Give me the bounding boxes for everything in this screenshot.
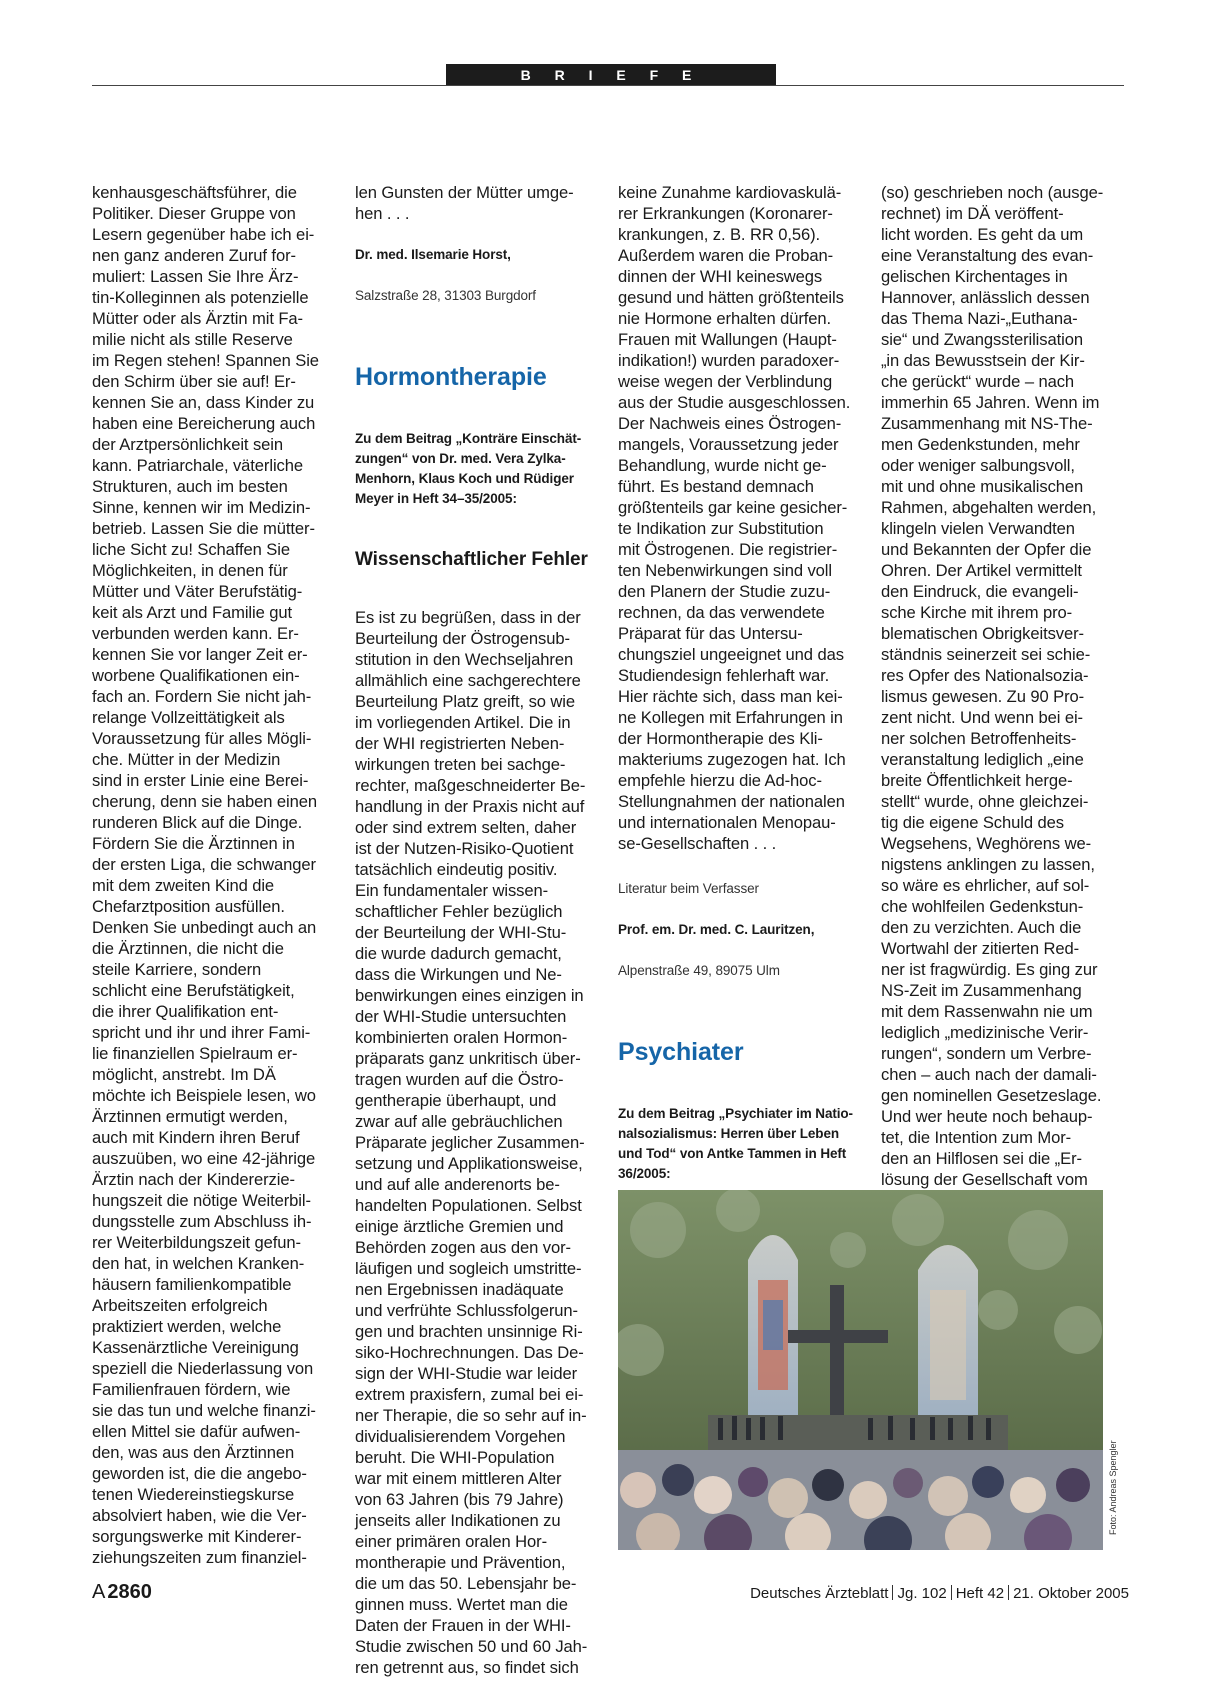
divider	[892, 1585, 893, 1600]
journal-volume: Jg. 102	[897, 1585, 947, 1602]
column-2	[355, 161, 607, 1699]
article-reference: Zu dem Beitrag „Psychiater im Natio- nalsozialismus: Herren über Leben und Tod“ von Antke Tammen in Heft 36/2005:	[618, 1106, 853, 1181]
article-reference: Zu dem Beitrag „Konträre Einschät- zungen“ von Dr. med. Vera Zylka- Menhorn, Klaus Koch und Rüdiger Meyer in Heft 34–35/2005:	[355, 431, 582, 506]
journal-issue: Heft 42	[955, 1585, 1005, 1602]
letter-body: kenhausgeschäftsführer, die Politiker. Dieser Gruppe von Lesern gegenüber habe ich ei- nen ganz anderen Zuruf for- muliert: Lassen Sie Ihre Ärz- tin-Kolleginnen als potenzielle Mütter oder als Ärztin mit Fa- milie nicht als stille Reserve im Regen stehen! Spannen Sie den Schirm über sie auf! Er- kennen Sie an, dass Kinder zu haben eine Bereicherung auch der Arztpersönlichkeit sein kann. Patriarchale, väterliche Strukturen, auch im besten Sinne, kennen wir im Medizin- betrieb. Lassen Sie die mütter- liche Sicht zu! Schaffen Sie Möglichkeiten, in denen für Mütter und Väter Berufstätig- keit als Arzt und Familie gut verbunden werden kann. Er- kennen Sie vor langer Zeit er- worbene Qualifikationen ein- fach an. Fordern Sie nicht jah- relange Vollzeittätigkeit als Voraussetzung für alles Mögli- che. Mütter in der Medizin sind in erster Linie eine Berei- cherung, denn sie haben einen runderen Blick auf die Dinge. Fördern Sie die Ärztinnen in der ersten Liga, die schwanger mit dem zweiten Kind die Chefarztposition ausfüllen. Denken Sie unbedingt auch an die Ärztinnen, die nicht die steile Karriere, sondern schlicht eine Berufstätigkeit, die ihrer Qualifikation ent- spricht und ihr und ihrer Fami- lie finanziellen Spielraum er- möglicht, anstrebt. Im DÄ möchte ich Beispiele lesen, wo Ärztinnen ermutigt werden, auch mit Kindern ihren Beruf auszuüben, wo eine 42-jährige Ärztin nach der Kindererzie- hungszeit die nötige Weiterbil- dungsstelle zum Abschluss ih- rer Weiterbildungszeit gefun- den hat, in welchen Kranken- häusern familienkompatible Arbeitszeiten erfolgreich praktiziert werden, welche Kassenärztliche Vereinigung speziell die Niederlassung von Familienfrauen fördern, wie sie das tun und welche finanzi- ellen Mittel sie dafür aufwen- den, was aus den Ärztinnen geworden ist, die die angebo- tenen Wiedereinstiegskurse absolviert haben, wie die Ver- sorgungswerke mit Kinderer- ziehungszeiten zum finanziel-	[92, 183, 319, 1567]
letter-body: Es ist zu begrüßen, dass in der Beurteilung der Östrogensub- stitution in den Wechseljahren allmählich eine sachgerechtere Beurteilung Platz greift, so wie im vorliegenden Artikel. Die in der WHI registrierten Neben- wirkungen treten bei sachge- rechter, maßgeschneiderter Be- handlung in der Praxis nicht auf oder sind extrem selten, daher ist der Nutzen-Risiko-Quotient tatsächlich eindeutig positiv. Ein fundamentaler wissen- schaftlicher Fehler bezüglich der Beurteilung der WHI-Stu- die wurde dadurch gemacht, dass die Wirkungen und Ne- benwirkungen eines einzigen in der WHI-Studie untersuchten kombinierten oralen Hormon- präparats ganz unkritisch über- tragen wurden auf die Östro- gentherapie überhaupt, und zwar auf alle gebräuchlichen Präparate jeglicher Zusammen- setzung und Applikationsweise, und auf alle anderenorts be- handelten Populationen. Selbst einige ärztliche Gremien und Behörden zogen aus den vor- läufigen und sogleich umstritte- nen Ergebnissen inadäquate und verfrühte Schlussfolgerun- gen und brachten unsinnige Ri- siko-Hochrechnungen. Das De- sign der WHI-Studie war leider extrem praxisfern, zumal bei ei- ner Therapie, die so sehr auf in- dividualisierendem Vorgehen beruht. Die WHI-Population war mit einem mittleren Alter von 63 Jahren (bis 79 Jahre) jenseits aller Indikationen zu einer primären oralen Hor- montherapie und Prävention, die um das 50. Lebensjahr be- ginnen muss. Wertet man die Daten der Frauen in der WHI- Studie zwischen 50 und 60 Jah- ren getrennt aus, so findet sich	[355, 608, 588, 1677]
photo-illustration	[618, 1190, 1103, 1550]
divider	[951, 1585, 952, 1600]
literature-note: Literatur beim Verfasser	[618, 881, 759, 896]
topic-heading: Hormontherapie	[355, 363, 547, 391]
author-name: Dr. med. Ilsemarie Horst,	[355, 247, 511, 262]
letter-headline: Wissenschaftlicher Fehler	[355, 549, 588, 570]
divider	[1008, 1585, 1009, 1600]
column-1	[92, 161, 344, 1589]
letter-body: (so) geschrieben noch (ausge- rechnet) im DÄ veröffent- licht worden. Es geht da um eine Veranstaltung des evan- gelischen Kirchentages in Hannover, anlässlich dessen das Thema Nazi-„Euthana- sie“ und Zwangssterilisation „in das Bewusstsein der Kir- che gerückt“ wurde – nach immerhin 65 Jahren. Wenn im Zusammenhang mit NS-The- men Gedenkstunden, mehr oder weniger salbungsvoll, mit und ohne musikalischen Rahmen, abgehalten werden, klingeln vielen Verwandten und Bekannten der Opfer die Ohren. Der Artikel vermittelt den Eindruck, die evangeli- sche Kirche mit ihrem pro- blematischen Obrigkeitsver- ständnis seinerzeit sei schie- res Opfer des Nationalsozia- lismus gewesen. Zu 90 Pro- zent nicht. Und wenn bei ei- ner solchen Betroffenheits- veranstaltung lediglich „eine breite Öffentlichkeit herge- stellt“ wurde, ohne gleichzei- tig die eigene Schuld des Wegsehens, Weghörens we- nigstens anklingen zu lassen, so wäre es ehrlicher, auf sol- che wohlfeilen Gedenkstun- den zu verzichten. Auch die Wortwahl der zitierten Red- ner ist fragwürdig. Es ging zur NS-Zeit im Zusammenhang mit dem Rassenwahn nie um lediglich „medizinische Verir- rungen“, sondern um Verbre- chen – auch nach der damali- gen nominellen Gesetzeslage. Und wer heute noch behaup- tet, die Intention zum Mor- den an Hilflosen sei die „Er- lösung der Gesellschaft vom	[881, 183, 1104, 1189]
page-prefix: A	[92, 1581, 106, 1603]
page-number	[92, 1581, 152, 1604]
page-number-value: 2860	[107, 1581, 152, 1603]
section-label: B R I E F E	[446, 64, 776, 86]
journal-name: Deutsches Ärzteblatt	[750, 1585, 889, 1602]
author-name: Prof. em. Dr. med. C. Lauritzen,	[618, 922, 815, 937]
letter-ending: len Gunsten der Mütter umge- hen . . .	[355, 183, 574, 223]
journal-footer	[750, 1585, 1129, 1602]
author-address: Alpenstraße 49, 89075 Ulm	[618, 963, 780, 978]
issue-date: 21. Oktober 2005	[1013, 1585, 1129, 1602]
letter-body: keine Zunahme kardiovaskulä- rer Erkrankungen (Koronarer- krankungen, z. B. RR 0,56). Außerdem waren die Proban- dinnen der WHI keineswegs gesund und hätten größtenteils nie Hormone erhalten dürfen. Frauen mit Wallungen (Haupt- indikation!) wurden paradoxer- weise wegen der Verblindung aus der Studie ausgeschlossen. Der Nachweis eines Östrogen- mangels, Voraussetzung jeder Behandlung, wurde nicht ge- führt. Es bestand demnach größtenteils gar keine gesicher- te Indikation zur Substitution mit Östrogenen. Die registrier- ten Nebenwirkungen sind voll den Planern der Studie zuzu- rechnen, da das verwendete Präparat für das Untersu- chungsziel ungeeignet und das Studiendesign fehlerhaft war. Hier rächte sich, dass man kei- ne Kollegen mit Erfahrungen in der Hormontherapie des Kli- makteriums zugezogen hat. Ich empfehle hierzu die Ad-hoc- Stellungnahmen der nationalen und internationalen Menopau- se-Gesellschaften . . .	[618, 183, 851, 853]
church-ruin-photo	[618, 1190, 1103, 1550]
author-address: Salzstraße 28, 31303 Burgdorf	[355, 288, 536, 303]
column-4	[881, 161, 1133, 1211]
topic-heading: Psychiater	[618, 1038, 744, 1066]
column-3	[618, 161, 870, 1345]
header-rule	[92, 85, 1124, 86]
photo-credit: Foto: Andreas Spengler	[1108, 1440, 1118, 1535]
